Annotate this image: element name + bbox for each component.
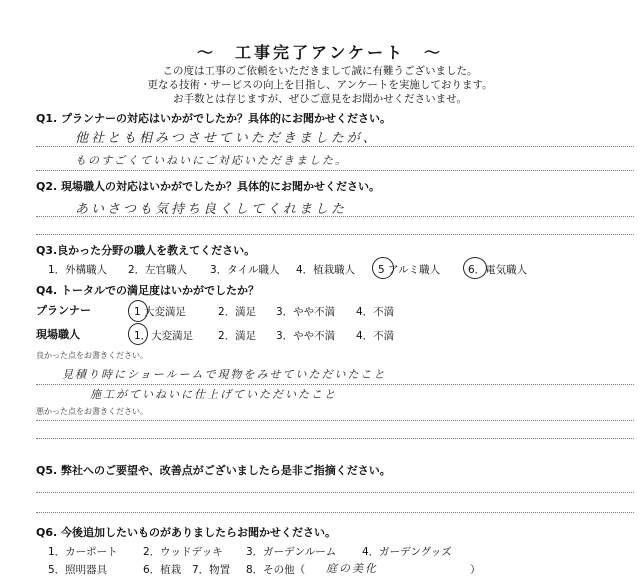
- q4-good-answer-line-1: 見積り時にショールームで現物をみせていただいたこと: [62, 368, 387, 381]
- q6-option-5: 5．照明器具: [48, 564, 108, 576]
- q6-question: Q6. 今後追加したいものがありましたらお聞かせください。: [36, 526, 337, 539]
- page-title: ～ 工事完了アンケート ～: [196, 43, 444, 62]
- q6-close-paren: ）: [470, 564, 481, 576]
- q3-option-5: 5 アルミ職人: [378, 264, 441, 276]
- q4-planner-circle-mark: [128, 300, 148, 322]
- q4-planner-option-1: 1 大変満足: [134, 306, 187, 318]
- q4-good-answer-line-2: 施工がていねいに仕上げていただいたこと: [90, 388, 337, 401]
- q4-planner-option-4: 4．不満: [356, 306, 395, 318]
- q1-answer-line-1: 他社とも相みつさせていただきましたが、: [75, 131, 379, 146]
- q3-option-4: 4．植栽職人: [296, 264, 356, 276]
- answer-line: [36, 420, 634, 421]
- q3-circle-mark-6: [463, 257, 487, 279]
- q2-answer-line-1: あいさつも気持ち良くしてくれました: [75, 202, 348, 217]
- q3-option-6: 6．電気職人: [468, 264, 528, 276]
- answer-line: [36, 384, 634, 385]
- q3-option-3: 3．タイル職人: [210, 264, 280, 276]
- q6-option-2: 2．ウッドデッキ: [143, 546, 223, 558]
- q4-worker-option-1: 1．大変満足: [134, 330, 194, 342]
- q6-option-4: 4．ガーデングッズ: [362, 546, 452, 558]
- q4-worker-option-2: 2．満足: [218, 330, 257, 342]
- q4-bad-label: 悪かった点をお書きください。: [36, 407, 148, 416]
- answer-line: [36, 438, 634, 439]
- q6-option-3: 3．ガーデンルーム: [246, 546, 337, 558]
- q6-option-8: 8．その他（: [246, 564, 306, 576]
- answer-line: [36, 234, 634, 235]
- q4-worker-circle-mark: [128, 323, 148, 345]
- answer-line: [36, 492, 634, 493]
- q4-worker-option-3: 3．やや不満: [276, 330, 336, 342]
- q6-option-1: 1．カーポート: [48, 546, 118, 558]
- q2-question: Q2. 現場職人の対応はいかがでしたか？具体的にお聞かせください。: [36, 180, 381, 193]
- q4-planner-option-3: 3．やや不満: [276, 306, 336, 318]
- q4-row-planner-label: プランナー: [36, 304, 91, 317]
- q6-other-answer: 庭の美化: [326, 562, 378, 575]
- intro-line-1: この度は工事のご依頼をいただきまして誠に有難うございました。: [162, 65, 478, 77]
- q4-question: Q4. トータルでの満足度はいかがでしたか？: [36, 284, 260, 297]
- q4-planner-option-2: 2．満足: [218, 306, 257, 318]
- q1-question: Q1. プランナーの対応はいかがでしたか？具体的にお聞かせください。: [36, 112, 392, 125]
- q1-answer-line-2: ものすごくていねいにご対応いただきました。: [75, 154, 348, 167]
- q6-option-6: 6．植栽: [143, 564, 182, 576]
- intro-line-3: お手数とは存じますが、ぜひご意見をお聞かせくださいませ。: [173, 93, 467, 105]
- intro-line-2: 更なる技術・サービスの向上を目指し、アンケートを実施しております。: [147, 79, 493, 91]
- answer-line: [36, 512, 634, 513]
- q3-circle-mark-5: [372, 257, 394, 279]
- q4-good-label: 良かった点をお書きください。: [36, 351, 148, 360]
- q4-worker-option-4: 4．不満: [356, 330, 395, 342]
- q5-question: Q5. 弊社へのご要望や、改善点がございましたら是非ご指摘ください。: [36, 464, 391, 477]
- q3-option-1: 1．外構職人: [48, 264, 108, 276]
- answer-line: [36, 146, 634, 147]
- q6-option-7: 7．物置: [192, 564, 231, 576]
- answer-line: [36, 216, 634, 217]
- answer-line: [36, 170, 634, 171]
- q3-option-2: 2．左官職人: [128, 264, 188, 276]
- q3-question: Q3.良かった分野の職人を教えてください。: [36, 244, 256, 257]
- q4-row-worker-label: 現場職人: [36, 328, 80, 341]
